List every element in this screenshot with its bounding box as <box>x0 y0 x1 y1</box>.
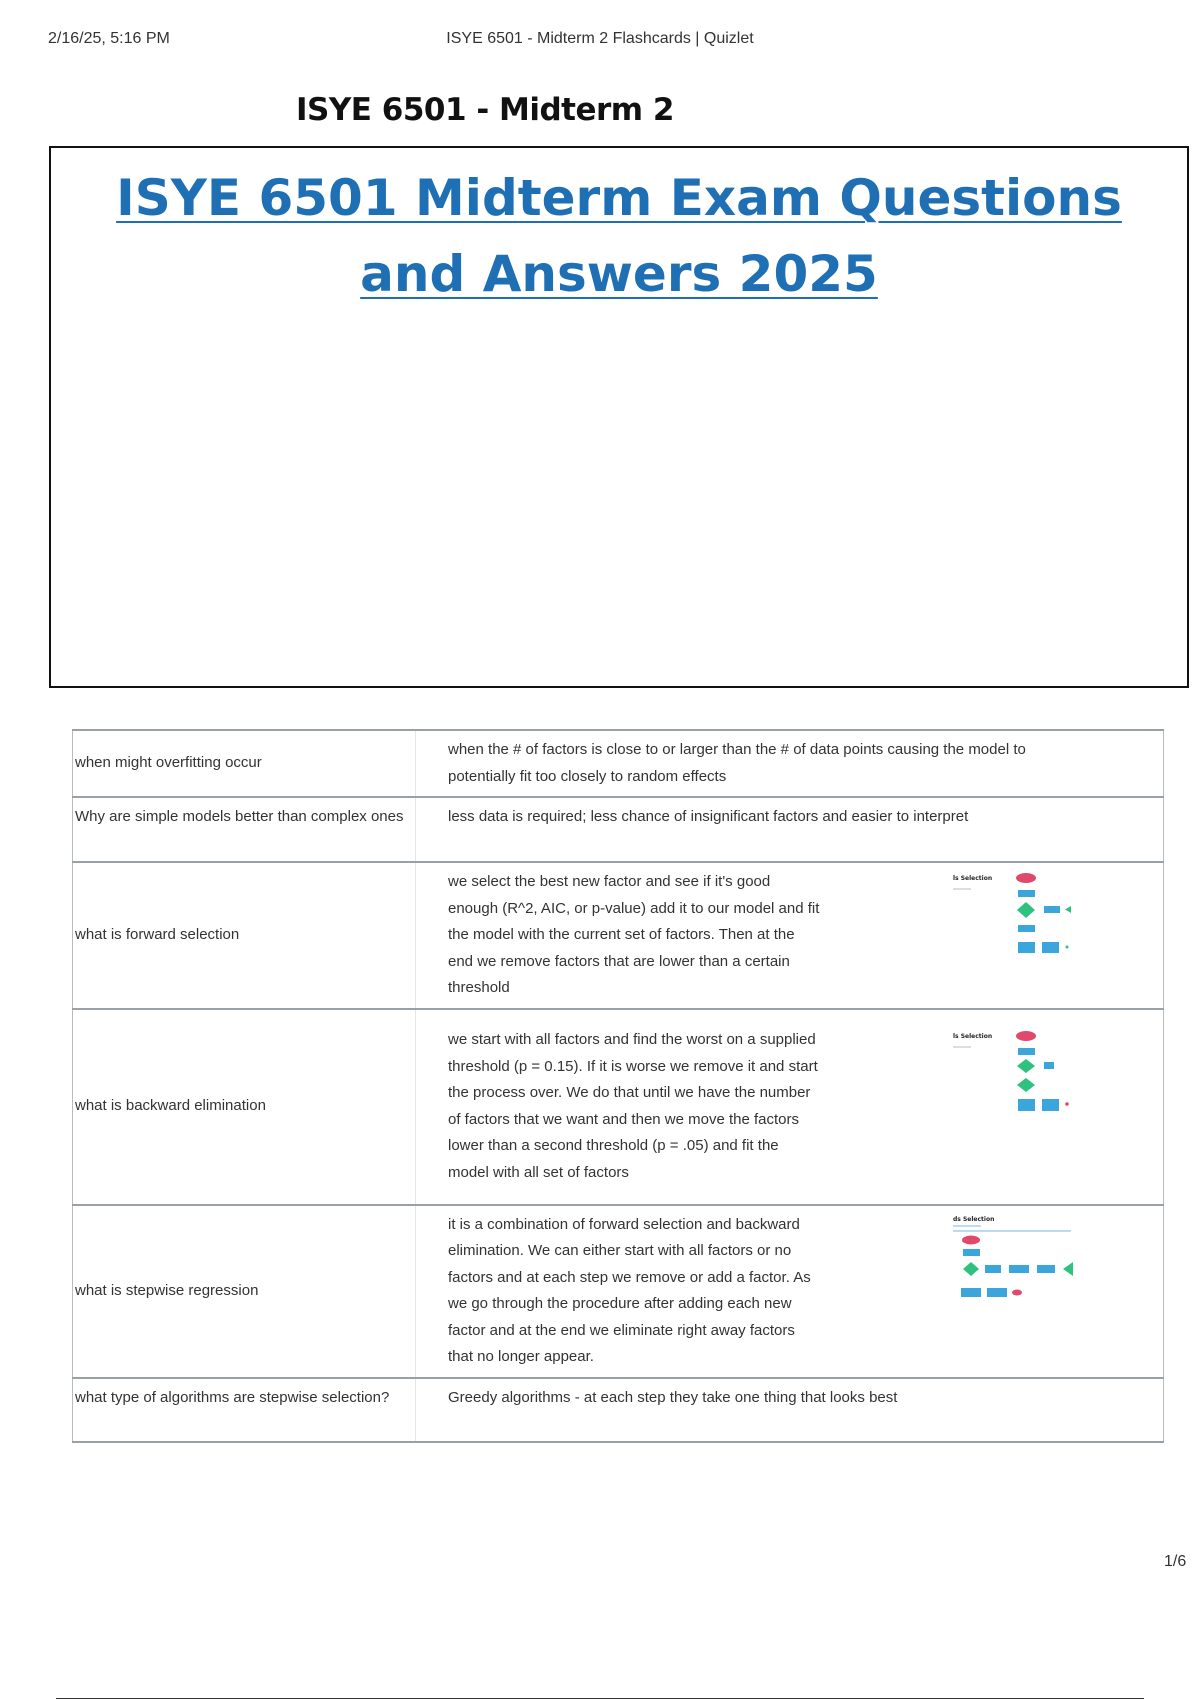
card-definition <box>416 1205 1164 1378</box>
flashcard-row <box>73 1205 1164 1378</box>
card-definition-text: less data is required; less chance of insignificant factors and easier to interpret <box>448 808 969 825</box>
card-term: when might overfitting occur <box>73 730 416 797</box>
card-term: what type of algorithms are stepwise selection? <box>73 1378 416 1442</box>
svg-text:ls Selection: ls Selection <box>953 1033 993 1040</box>
flashcard-row <box>73 730 1164 797</box>
cover-card <box>49 146 1189 688</box>
set-title: ISYE 6501 - Midterm 2 <box>296 92 674 128</box>
flashcard-row <box>73 1378 1164 1442</box>
card-definition <box>416 1009 1164 1205</box>
card-definition <box>416 797 1164 862</box>
print-document-title: ISYE 6501 - Midterm 2 Flashcards | Quizlet <box>446 30 754 47</box>
stepwise-regression-flowchart-image <box>951 1212 1081 1312</box>
card-term: what is forward selection <box>73 862 416 1009</box>
card-term: what is backward elimination <box>73 1009 416 1205</box>
svg-text:ds Selection: ds Selection <box>953 1215 995 1223</box>
card-definition-text: Greedy algorithms - at each step they take one thing that looks best <box>448 1388 898 1406</box>
cover-title-line-2: and Answers 2025 <box>360 245 878 303</box>
card-definition-text: when the # of factors is close to or larger than the # of data points causing the model to potentially fit too closely to random effects <box>448 741 1026 785</box>
card-definition <box>416 730 1164 797</box>
card-definition-text: it is a combination of forward selection and backward elimination. We can either start with all factors or no factors and at each step we remove or add a factor. As we go through the procedure after adding each new factor and at the end we eliminate right away factors that no longer appear. <box>448 1215 811 1365</box>
cover-title-line-1: ISYE 6501 Midterm Exam Questions <box>116 169 1122 227</box>
svg-text:ls Selection: ls Selection <box>953 875 993 882</box>
card-definition-text: we start with all factors and find the worst on a supplied threshold (p = 0.15). If it is worse we remove it and start the process over. We do that until we have the number of factors that we want and then we move the factors lower than a second threshold (p = .05) and fit the model with all set of factors <box>448 1031 818 1181</box>
card-term: Why are simple models better than complex ones <box>73 797 416 862</box>
cover-title <box>51 160 1187 312</box>
page-number: 1/6 <box>1164 1553 1187 1570</box>
flashcard-row <box>73 1009 1164 1205</box>
flashcard-row <box>73 797 1164 862</box>
print-header <box>48 30 1152 54</box>
card-definition <box>416 1378 1164 1442</box>
forward-selection-flowchart-image <box>951 869 1081 969</box>
print-date: 2/16/25, 5:16 PM <box>48 30 170 47</box>
card-definition <box>416 862 1164 1009</box>
card-definition-text: we select the best new factor and see if it's good enough (R^2, AIC, or p-value) add it to our model and fit the model with the current set of factors. Then at the end we remove factors that are lower than a certain threshold <box>448 873 820 996</box>
card-term: what is stepwise regression <box>73 1205 416 1378</box>
flashcard-table <box>72 729 1164 1443</box>
footer-divider <box>56 1698 1144 1699</box>
backward-elimination-flowchart-image <box>951 1027 1081 1127</box>
flashcard-row <box>73 862 1164 1009</box>
